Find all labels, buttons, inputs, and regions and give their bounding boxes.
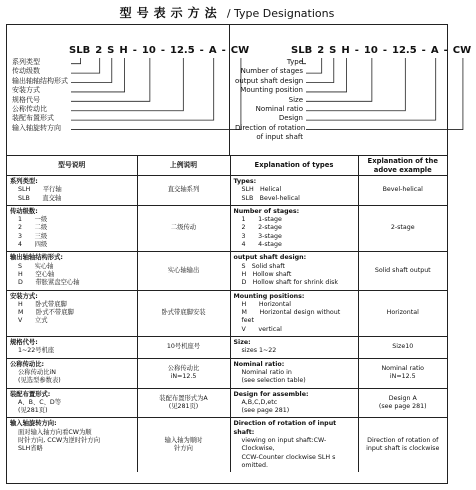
en-example-cell — [358, 205, 447, 251]
code-part: - — [132, 45, 137, 56]
cell-line: 3 3-stage — [241, 232, 282, 240]
cell-line: sizes 1~22 — [241, 347, 277, 355]
code-part: - — [221, 45, 226, 56]
en-example-cell — [358, 176, 447, 206]
designation-leader-lines-en — [7, 25, 449, 155]
table-row — [7, 337, 447, 359]
header-cn-example: 上例说明 — [137, 156, 230, 176]
cn-desc-cell — [7, 388, 137, 418]
cell-line: 时针方向, CCW为逆时针方向 — [18, 437, 100, 445]
cell-line: 2-stage — [390, 224, 415, 232]
cn-example-cell — [137, 205, 230, 251]
cell-line: Mounting positions: — [233, 292, 305, 300]
leader-line — [306, 58, 463, 130]
cell-line: 面对输入轴方向看CW为顺 — [18, 428, 92, 436]
cell-line: viewing on input shaft:CW-Clockwise, — [241, 437, 327, 453]
en-desc-cell — [230, 358, 358, 388]
cn-example-cell — [137, 252, 230, 290]
cell-line: iN=12.5 — [170, 373, 197, 381]
designation-label: Mounting position — [240, 86, 303, 95]
en-example-cell — [358, 337, 447, 359]
designation-label: Direction of rotation — [235, 123, 306, 132]
table-row — [7, 358, 447, 388]
cell-line: 10号机座号 — [166, 343, 201, 351]
cell-line: Direction of rotation of input shaft: — [233, 420, 337, 436]
en-desc-cell — [230, 205, 358, 251]
code-part: 2 — [95, 45, 103, 56]
title-cn: 型号表示方法 — [119, 6, 222, 20]
cell-line: 直交轴系列 — [167, 186, 200, 194]
cell-line: A,B,C,D,etc — [241, 398, 278, 406]
en-desc-cell — [230, 176, 358, 206]
code-part: 12.5 — [169, 45, 195, 56]
designation-label: 输入轴旋转方向 — [12, 123, 61, 132]
cell-line: (see page 281) — [378, 402, 427, 410]
code-part: H — [341, 45, 350, 56]
cell-line: Design for assemble: — [233, 390, 309, 398]
cell-line: D Hollow shaft for shrink disk — [241, 279, 339, 287]
designation-label: Design — [278, 114, 303, 123]
cell-line: Size: — [233, 339, 251, 347]
table-row — [7, 176, 447, 206]
cell-line: 针方向 — [174, 445, 193, 453]
designation-table — [7, 156, 447, 472]
code-part: 12.5 — [391, 45, 417, 56]
title-en: / Type Designations — [226, 7, 335, 20]
leader-line — [306, 58, 405, 111]
designation-label: Nominal ratio — [255, 105, 303, 114]
en-example-cell — [358, 290, 447, 336]
code-part: 10 — [141, 45, 156, 56]
cell-line: 输出轴轴结构形式: — [10, 254, 63, 262]
cell-line: (见281页) — [18, 407, 48, 415]
cell-line: S Solid shaft — [241, 262, 285, 270]
code-part: - — [160, 45, 165, 56]
cell-line: 卧式带底脚安装 — [161, 309, 206, 317]
cell-line: 4 四级 — [18, 241, 48, 249]
cell-line: SLH省略 — [18, 445, 43, 453]
leader-line — [306, 58, 347, 92]
en-example-cell — [358, 388, 447, 418]
table-row — [7, 205, 447, 251]
designation-label: of input shaft — [256, 133, 303, 142]
cell-line: 规格代号: — [10, 339, 38, 347]
en-desc-cell — [230, 337, 358, 359]
designation-label: Type — [286, 58, 303, 66]
designation-label: 安装方式 — [12, 86, 40, 95]
code-part: S — [329, 45, 337, 56]
cell-line: Nominal ratio: — [233, 360, 285, 368]
table-row — [7, 388, 447, 418]
cn-example-cell — [137, 418, 230, 472]
cell-line: 3 三级 — [18, 232, 48, 240]
header-en-example: Explanation of the adove example — [358, 156, 447, 176]
cell-line: Nominal ratio in — [241, 368, 292, 376]
code-part: - — [443, 45, 448, 56]
cell-line: M Horizontal design without feet — [241, 309, 341, 325]
cell-line: 1~22号机座 — [18, 347, 55, 355]
designation-label: Number of stages — [240, 67, 303, 76]
en-example-cell — [358, 358, 447, 388]
cn-desc-cell — [7, 358, 137, 388]
cell-line: (see page 281) — [241, 407, 290, 415]
cell-line: SLH 平行轴 — [18, 186, 62, 194]
cell-line: SLH Helical — [241, 186, 282, 194]
header-cn-desc: 型号说明 — [7, 156, 137, 176]
designation-label: 装配布置形式 — [12, 114, 54, 123]
designation-label: 规格代号 — [12, 95, 40, 104]
cell-line: 输入轴旋转方向: — [10, 420, 57, 428]
cell-line: V vertical — [241, 325, 282, 333]
designation-label: 系列类型 — [12, 58, 40, 66]
cn-example-cell — [137, 388, 230, 418]
code-part: - — [199, 45, 204, 56]
cell-line: A、B、C、D等 — [18, 398, 62, 406]
code-part: CW — [452, 45, 472, 56]
cell-line: SLB 直交轴 — [18, 194, 62, 202]
cell-line: 1 一级 — [18, 216, 48, 224]
cell-line: iN=12.5 — [389, 373, 416, 381]
code-part: 10 — [363, 45, 378, 56]
code-part: SLB — [69, 45, 91, 56]
cn-example-cell — [137, 337, 230, 359]
code-part: - — [421, 45, 426, 56]
cell-line: output shaft design: — [233, 254, 307, 262]
cell-line: 2 二级 — [18, 224, 48, 232]
cn-desc-cell — [7, 176, 137, 206]
cell-line: Size10 — [392, 343, 414, 351]
cell-line: Direction of rotation of — [367, 437, 439, 445]
table-header-row — [7, 156, 447, 176]
table-row — [7, 290, 447, 336]
designation-label: 传动级数 — [12, 67, 40, 76]
designation-frame — [6, 24, 472, 484]
code-part: A — [430, 45, 439, 56]
cell-line: H 卧式带底脚 — [18, 300, 67, 308]
cell-line: Solid shaft output — [374, 266, 431, 274]
cell-line: 输入轴为顺时 — [164, 437, 203, 445]
designation-label: 输出轴轴结构形式 — [12, 76, 68, 85]
cn-desc-cell — [7, 205, 137, 251]
table-row — [7, 418, 447, 472]
leader-line — [303, 58, 306, 64]
cell-line: SLB Bevel-helical — [241, 194, 300, 202]
designation-label: output shaft design — [235, 76, 304, 85]
en-example-cell — [358, 252, 447, 290]
leader-line — [306, 58, 372, 101]
header-en-desc: Explanation of types — [230, 156, 358, 176]
cell-line: 2 2-stage — [241, 224, 282, 232]
en-desc-cell — [230, 388, 358, 418]
cell-line: input shaft is clockwise — [366, 445, 440, 453]
cell-line: 公称传动比 — [167, 364, 200, 372]
designation-label: 公称传动比 — [12, 105, 47, 114]
en-example-cell — [358, 418, 447, 472]
cell-line: M 卧式不带底脚 — [18, 309, 74, 317]
cn-example-cell — [137, 358, 230, 388]
cn-example-cell — [137, 290, 230, 336]
designation-label: Size — [288, 95, 303, 104]
cell-line: 系列类型: — [10, 178, 38, 185]
cell-line: H Hollow shaft — [241, 270, 292, 278]
code-part: 2 — [317, 45, 325, 56]
code-part: A — [208, 45, 217, 56]
cell-line: 1 1-stage — [241, 216, 282, 224]
cell-line: Bevel-helical — [382, 186, 423, 194]
cell-line: 传动级数: — [10, 207, 38, 215]
cell-line: H 空心轴 — [18, 270, 55, 278]
page-title — [0, 4, 454, 21]
cn-desc-cell — [7, 337, 137, 359]
cell-line: Number of stages: — [233, 207, 300, 215]
cell-line: Types: — [233, 178, 257, 185]
code-part: - — [354, 45, 359, 56]
cn-example-cell — [137, 176, 230, 206]
cell-line: Design A — [388, 394, 417, 402]
cell-line: H Horizontal — [241, 300, 291, 308]
cell-line: D 带胀紧盘空心轴 — [18, 279, 80, 287]
cell-line: Horizontal — [386, 309, 419, 317]
cn-desc-cell — [7, 418, 137, 472]
cn-desc-cell — [7, 252, 137, 290]
cell-line: V 立式 — [18, 317, 48, 325]
code-part: S — [107, 45, 115, 56]
cell-line: 公称传动比: — [10, 360, 45, 368]
cell-line: S 实心轴 — [18, 262, 54, 270]
cell-line: 实心轴输出 — [167, 266, 200, 274]
cell-line: 4 4-stage — [241, 241, 282, 249]
leader-line — [306, 58, 334, 83]
cell-line: 装配布置形式: — [10, 390, 51, 398]
en-desc-cell — [230, 418, 358, 472]
table-row — [7, 252, 447, 290]
cn-desc-cell — [7, 290, 137, 336]
en-desc-cell — [230, 290, 358, 336]
code-part: H — [119, 45, 128, 56]
cell-line: CCW-Counter clockwise SLH s omitted. — [241, 453, 336, 469]
cell-line: 装配布置形式为A — [159, 394, 208, 402]
cell-line: 公称传动比iN — [18, 368, 56, 376]
en-desc-cell — [230, 252, 358, 290]
cell-line: (see selection table) — [241, 377, 306, 385]
cell-line: (见281页) — [168, 402, 199, 410]
code-part: - — [382, 45, 387, 56]
cell-line: 二级传动 — [170, 224, 197, 232]
leader-line — [306, 58, 322, 73]
code-part: CW — [230, 45, 250, 56]
cell-line: Nominal ratio — [381, 364, 425, 372]
code-part: SLB — [291, 45, 313, 56]
cell-line: 安装方式: — [10, 292, 38, 300]
cell-line: (见选型参数表) — [18, 377, 61, 385]
